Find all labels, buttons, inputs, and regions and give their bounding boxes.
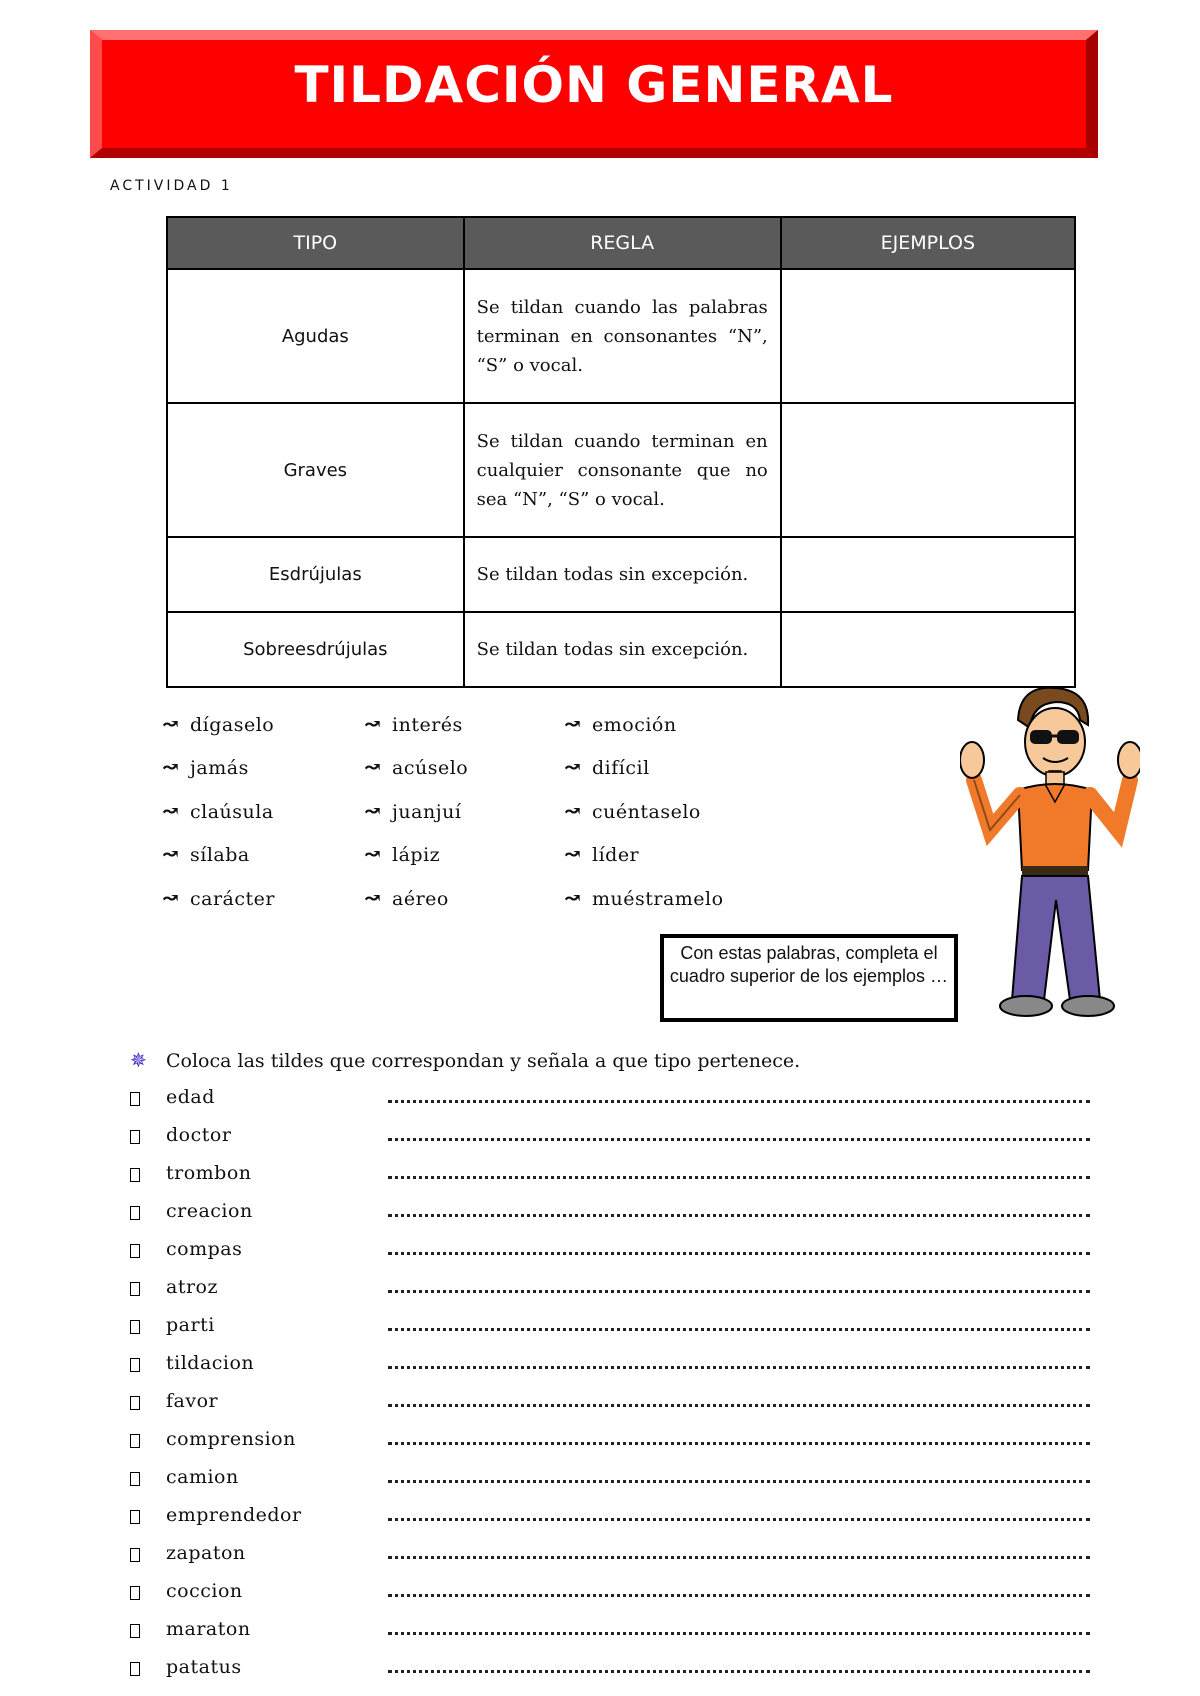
answer-line[interactable]	[388, 1442, 1090, 1445]
checkbox-icon[interactable]	[130, 1282, 140, 1296]
examples-cell[interactable]	[781, 537, 1075, 612]
exercise-row	[130, 1200, 1090, 1230]
exercise-word: atroz	[166, 1276, 218, 1298]
word-label: difícil	[592, 757, 650, 779]
accent-rules-table	[166, 216, 1076, 688]
checkbox-icon[interactable]	[130, 1548, 140, 1562]
exercise-row	[130, 1352, 1090, 1382]
word-label: dígaselo	[190, 714, 275, 736]
answer-line[interactable]	[388, 1176, 1090, 1179]
answer-line[interactable]	[388, 1138, 1090, 1141]
exercise-row	[130, 1314, 1090, 1344]
instruction-callout: Con estas palabras, completa el cuadro superior de los ejemplos …	[660, 934, 958, 1022]
rule-cell: Se tildan todas sin excepción.	[464, 612, 781, 687]
list-item	[564, 842, 639, 866]
list-item	[162, 842, 250, 866]
checkbox-icon[interactable]	[130, 1130, 140, 1144]
pen-icon: ↝	[364, 755, 382, 779]
rule-cell: Se tildan todas sin excepción.	[464, 537, 781, 612]
list-item	[364, 755, 468, 779]
exercise-row	[130, 1390, 1090, 1420]
list-item	[564, 886, 724, 910]
exercise-row	[130, 1086, 1090, 1116]
type-cell: Graves	[167, 403, 464, 537]
checkbox-icon[interactable]	[130, 1358, 140, 1372]
checkbox-icon[interactable]	[130, 1168, 140, 1182]
examples-cell[interactable]	[781, 612, 1075, 687]
exercise-word: patatus	[166, 1656, 242, 1678]
list-item	[564, 712, 677, 736]
table-header-row	[167, 217, 1075, 269]
pen-icon: ↝	[364, 799, 382, 823]
checkbox-icon[interactable]	[130, 1092, 140, 1106]
exercise-row	[130, 1276, 1090, 1306]
pen-icon: ↝	[364, 886, 382, 910]
word-label: juanjuí	[392, 801, 462, 823]
exercise-row	[130, 1542, 1090, 1572]
column-header-tipo: TIPO	[167, 217, 464, 269]
answer-line[interactable]	[388, 1252, 1090, 1255]
checkbox-icon[interactable]	[130, 1320, 140, 1334]
exercise-word: coccion	[166, 1580, 243, 1602]
answer-line[interactable]	[388, 1100, 1090, 1103]
pen-icon: ↝	[364, 842, 382, 866]
pen-icon: ↝	[364, 712, 382, 736]
answer-line[interactable]	[388, 1556, 1090, 1559]
table-row	[167, 269, 1075, 403]
answer-line[interactable]	[388, 1670, 1090, 1673]
pen-icon: ↝	[162, 886, 180, 910]
pen-icon: ↝	[564, 712, 582, 736]
exercise-word: creacion	[166, 1200, 253, 1222]
table-row	[167, 403, 1075, 537]
type-cell: Agudas	[167, 269, 464, 403]
rule-cell: Se tildan cuando terminan en cualquier consonante que no sea “N”, “S” o vocal.	[464, 403, 781, 537]
word-label: emoción	[592, 714, 677, 736]
exercise-instruction	[130, 1048, 800, 1072]
list-item	[162, 799, 274, 823]
answer-line[interactable]	[388, 1480, 1090, 1483]
answer-line[interactable]	[388, 1328, 1090, 1331]
word-label: cuéntaselo	[592, 801, 701, 823]
exercise-row	[130, 1580, 1090, 1610]
exercise-word: trombon	[166, 1162, 252, 1184]
list-item	[364, 886, 449, 910]
activity-label: ACTIVIDAD 1	[110, 178, 233, 194]
star-bullet-icon: ✵	[130, 1048, 147, 1072]
table-row	[167, 612, 1075, 687]
pen-icon: ↝	[564, 842, 582, 866]
exercise-word: doctor	[166, 1124, 232, 1146]
checkbox-icon[interactable]	[130, 1396, 140, 1410]
instruction-text: Coloca las tildes que correspondan y señala a que tipo pertenece.	[166, 1050, 801, 1072]
pen-icon: ↝	[564, 886, 582, 910]
examples-cell[interactable]	[781, 403, 1075, 537]
answer-line[interactable]	[388, 1290, 1090, 1293]
exercise-word: favor	[166, 1390, 219, 1412]
exercise-row	[130, 1162, 1090, 1192]
rule-cell: Se tildan cuando las palabras terminan en consonantes “N”, “S” o vocal.	[464, 269, 781, 403]
word-label: sílaba	[190, 844, 250, 866]
checkbox-icon[interactable]	[130, 1662, 140, 1676]
answer-line[interactable]	[388, 1214, 1090, 1217]
checkbox-icon[interactable]	[130, 1510, 140, 1524]
exercise-word: maraton	[166, 1618, 251, 1640]
page-title: TILDACIÓN GENERAL	[294, 56, 894, 114]
word-label: carácter	[190, 888, 275, 910]
exercise-word: comprension	[166, 1428, 296, 1450]
exercise-word: tildacion	[166, 1352, 255, 1374]
list-item	[364, 842, 440, 866]
word-label: muéstramelo	[592, 888, 724, 910]
type-cell: Esdrújulas	[167, 537, 464, 612]
pen-icon: ↝	[564, 799, 582, 823]
column-header-ejemplos: EJEMPLOS	[781, 217, 1075, 269]
pen-icon: ↝	[162, 755, 180, 779]
list-item	[162, 886, 275, 910]
word-label: jamás	[190, 757, 249, 779]
checkbox-icon[interactable]	[130, 1434, 140, 1448]
exercise-word: edad	[166, 1086, 215, 1108]
pen-icon: ↝	[162, 712, 180, 736]
exercise-row	[130, 1618, 1090, 1648]
list-item	[364, 799, 461, 823]
checkbox-icon[interactable]	[130, 1624, 140, 1638]
exercise-row	[130, 1428, 1090, 1458]
table-row	[167, 537, 1075, 612]
word-label: líder	[592, 844, 640, 866]
checkbox-icon[interactable]	[130, 1586, 140, 1600]
examples-cell[interactable]	[781, 269, 1075, 403]
pen-icon: ↝	[162, 842, 180, 866]
exercise-word: parti	[166, 1314, 215, 1336]
word-label: acúselo	[392, 757, 469, 779]
type-cell: Sobreesdrújulas	[167, 612, 464, 687]
word-label: aéreo	[392, 888, 449, 910]
title-banner	[90, 30, 1098, 158]
pen-icon: ↝	[564, 755, 582, 779]
exercise-word: emprendedor	[166, 1504, 302, 1526]
exercise-row	[130, 1504, 1090, 1534]
answer-line[interactable]	[388, 1594, 1090, 1597]
checkbox-icon[interactable]	[130, 1206, 140, 1220]
exercise-row	[130, 1656, 1090, 1686]
list-item	[564, 755, 650, 779]
pen-icon: ↝	[162, 799, 180, 823]
cartoon-character-illustration	[960, 680, 1140, 1040]
list-item	[162, 712, 274, 736]
answer-line[interactable]	[388, 1404, 1090, 1407]
column-header-regla: REGLA	[464, 217, 781, 269]
word-label: claúsula	[190, 801, 274, 823]
exercise-row	[130, 1124, 1090, 1154]
exercise-row	[130, 1238, 1090, 1268]
answer-line[interactable]	[388, 1632, 1090, 1635]
answer-line[interactable]	[388, 1518, 1090, 1521]
list-item	[564, 799, 701, 823]
answer-line[interactable]	[388, 1366, 1090, 1369]
exercise-row	[130, 1466, 1090, 1496]
word-label: lápiz	[392, 844, 441, 866]
exercise-word: compas	[166, 1238, 243, 1260]
list-item	[364, 712, 463, 736]
exercise-word: zapaton	[166, 1542, 246, 1564]
checkbox-icon[interactable]	[130, 1472, 140, 1486]
word-label: interés	[392, 714, 463, 736]
checkbox-icon[interactable]	[130, 1244, 140, 1258]
exercise-word: camion	[166, 1466, 239, 1488]
list-item	[162, 755, 249, 779]
